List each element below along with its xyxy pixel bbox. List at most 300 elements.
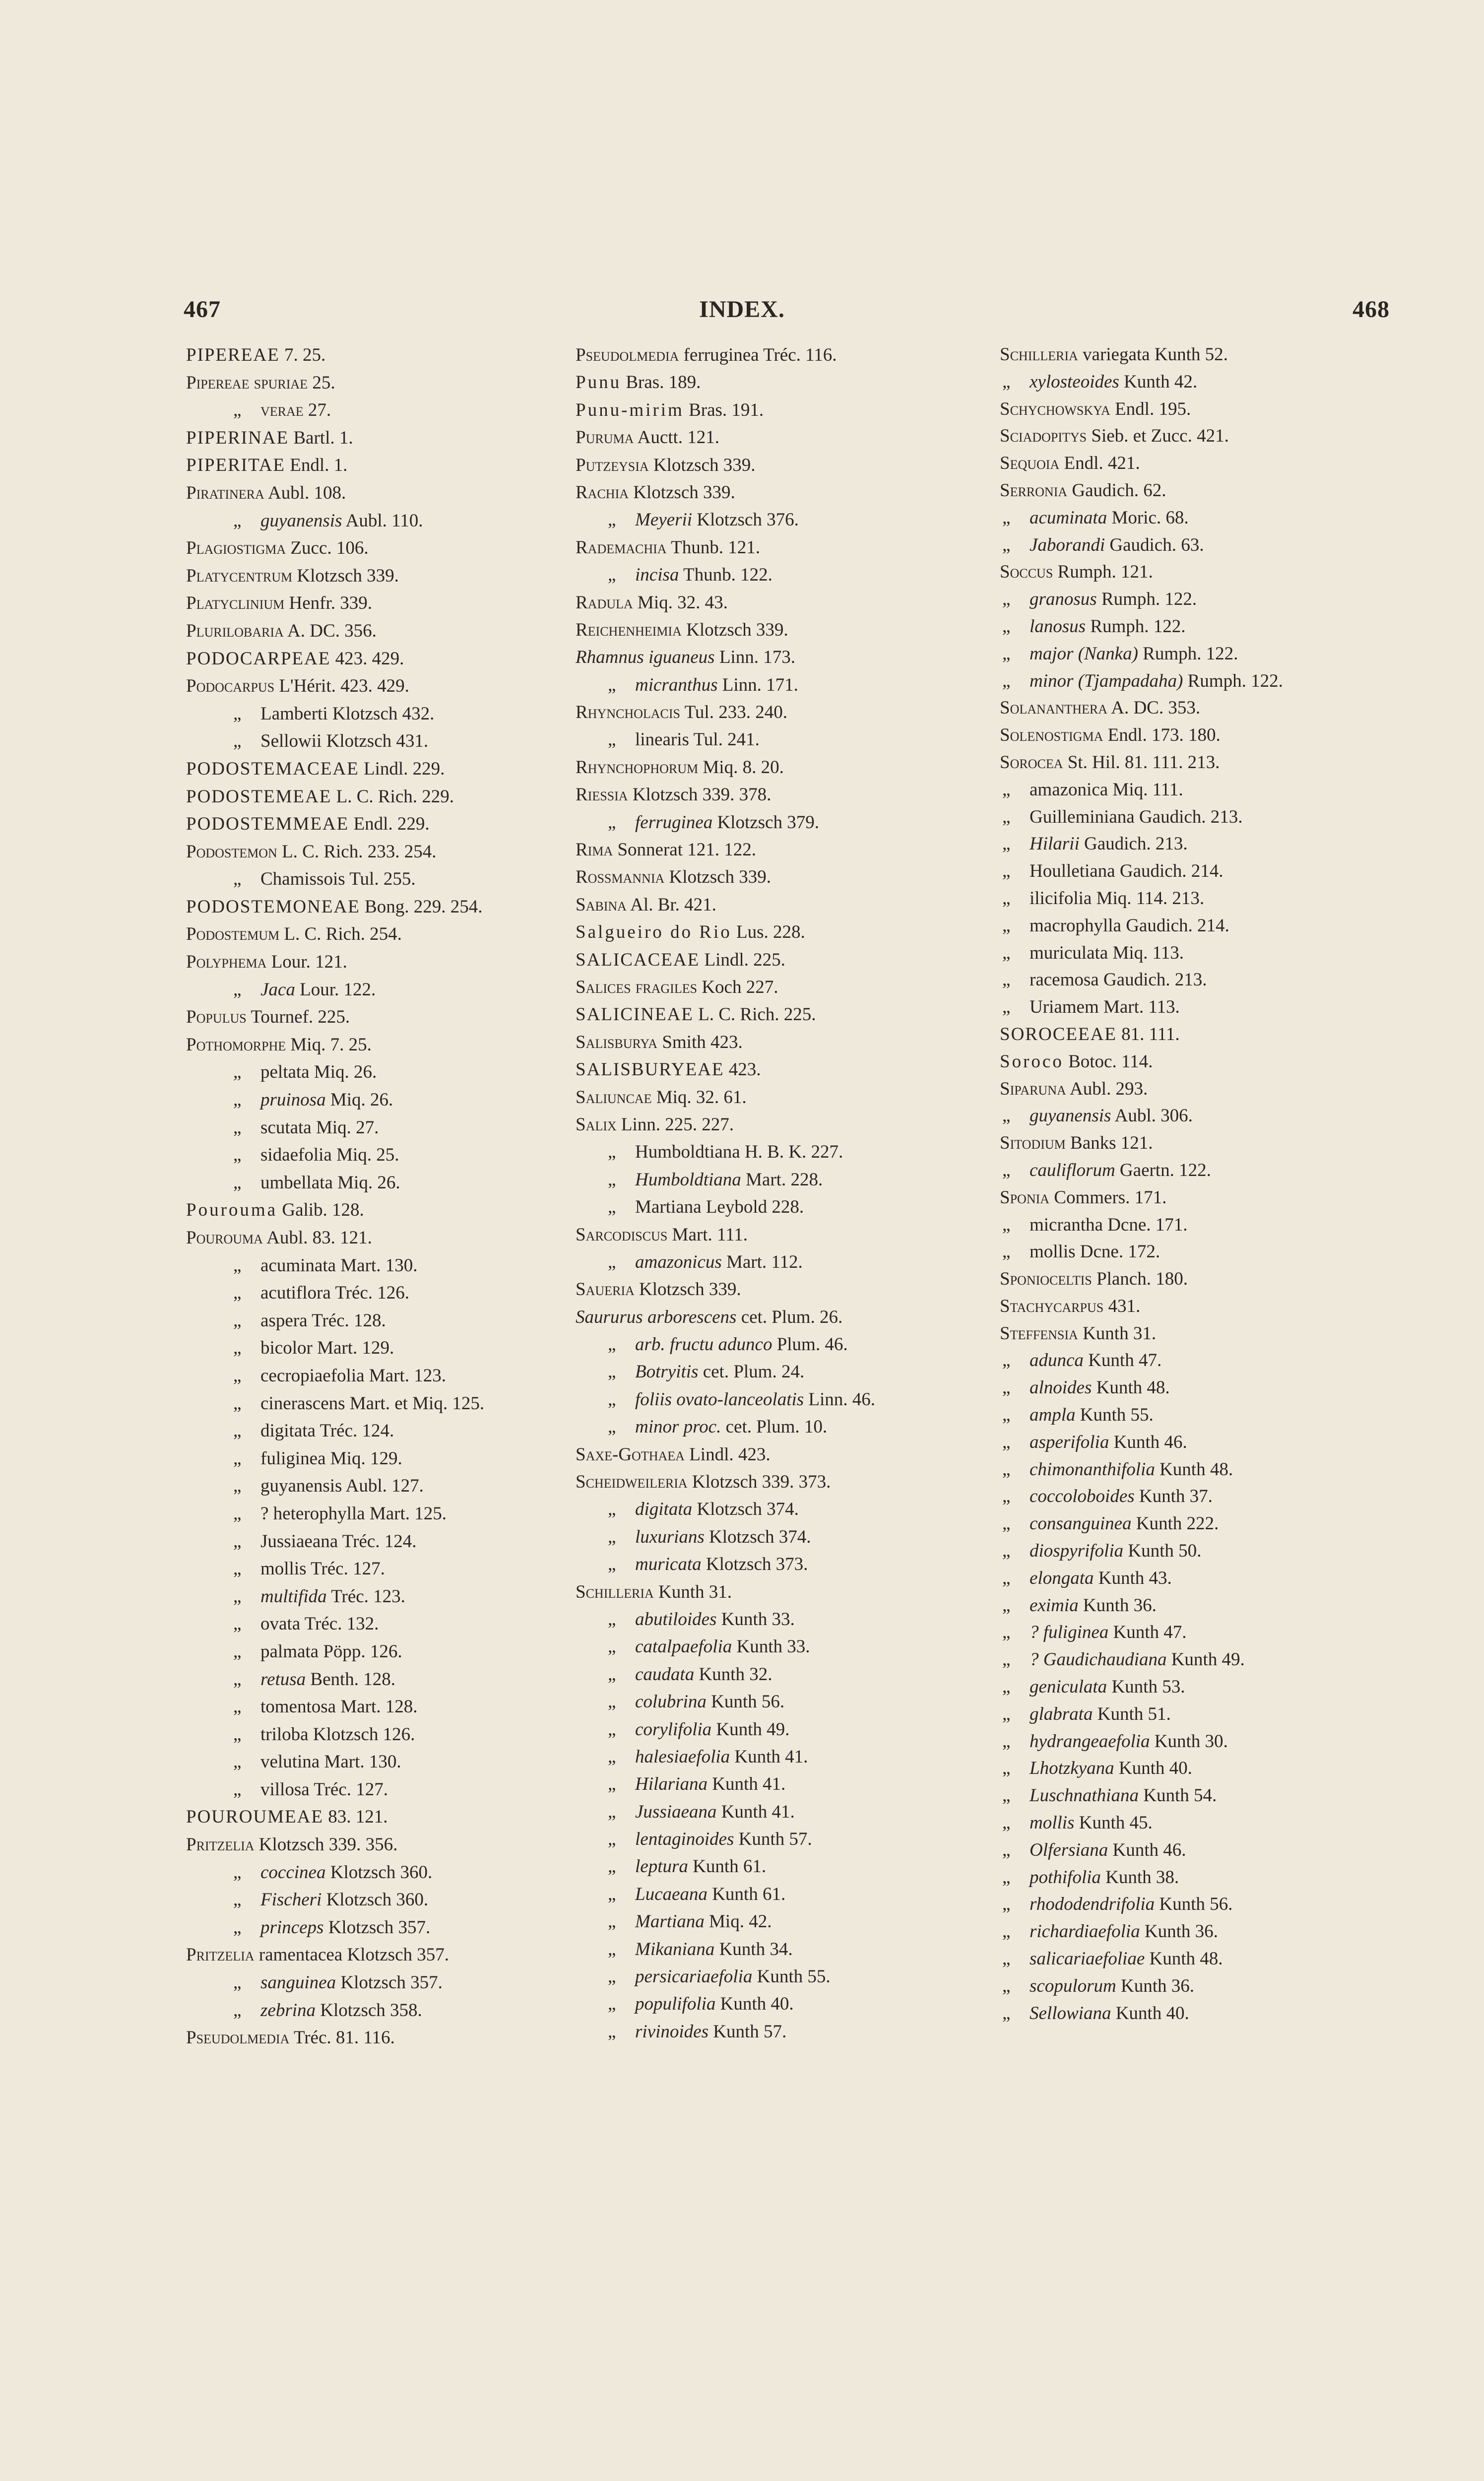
ditto-mark: „ bbox=[1002, 1459, 1011, 1480]
entry-name: Rademachia bbox=[576, 537, 667, 558]
entry-name: pruinosa bbox=[260, 1090, 326, 1110]
entry-name: Humboldtiana bbox=[635, 1169, 741, 1190]
entry-name: PIPEREAE bbox=[186, 345, 280, 365]
entry-name: chimonanthifolia bbox=[1030, 1459, 1155, 1480]
entry-name: amazonica bbox=[1030, 779, 1108, 800]
entry-name: guyanensis bbox=[260, 510, 342, 531]
entry-name: foliis ovato-lanceolatis bbox=[635, 1389, 804, 1410]
entry-reference: Miq. 32. 61. bbox=[656, 1087, 747, 1108]
ditto-mark: „ bbox=[608, 1994, 616, 2015]
entry-name: Houlletiana bbox=[1030, 861, 1115, 882]
index-entry bbox=[576, 1056, 987, 1083]
index-entry bbox=[1000, 831, 1446, 858]
entry-name: cecropiaefolia bbox=[260, 1365, 365, 1386]
index-entry bbox=[1000, 641, 1446, 668]
index-entry bbox=[1000, 341, 1446, 369]
ditto-mark: „ bbox=[233, 1972, 242, 1993]
index-entry bbox=[576, 1386, 987, 1413]
entry-name: Jussiaeana bbox=[260, 1531, 338, 1552]
index-entry bbox=[576, 369, 987, 396]
ditto-mark: „ bbox=[1002, 1106, 1011, 1126]
index-entry bbox=[576, 1990, 987, 2018]
index-entry bbox=[576, 1770, 987, 1798]
entry-reference: Gaudich. 213. bbox=[1084, 834, 1188, 854]
entry-reference: Kunth 40. bbox=[1118, 1758, 1192, 1779]
entry-name: Pritzelia bbox=[186, 1945, 255, 1965]
index-entry bbox=[1000, 1157, 1446, 1184]
index-entry bbox=[186, 1086, 573, 1114]
index-entry bbox=[576, 1166, 987, 1193]
entry-name: glabrata bbox=[1030, 1703, 1093, 1724]
index-entry bbox=[1000, 1483, 1446, 1510]
entry-reference: Bras. 191. bbox=[689, 399, 764, 420]
index-entry bbox=[576, 452, 987, 479]
entry-reference: Kunth 49. bbox=[1171, 1649, 1245, 1670]
entry-reference: Mart. 112. bbox=[726, 1251, 803, 1272]
index-entry bbox=[186, 1666, 573, 1694]
entry-name: Saliuncae bbox=[576, 1087, 652, 1108]
entry-reference: Tournef. 225. bbox=[251, 1007, 350, 1028]
index-entry bbox=[576, 918, 987, 946]
ditto-mark: „ bbox=[608, 1362, 616, 1382]
entry-reference: Mart. 130. bbox=[340, 1255, 418, 1276]
entry-reference: Aubl. 127. bbox=[345, 1476, 424, 1497]
entry-name: PODOCARPEAE bbox=[186, 648, 331, 669]
index-entry bbox=[1000, 1103, 1446, 1130]
entry-reference: Kunth 48. bbox=[1160, 1459, 1233, 1480]
ditto-mark: „ bbox=[233, 1145, 242, 1166]
ditto-mark: „ bbox=[1002, 1377, 1011, 1398]
entry-name: PODOSTEMACEAE bbox=[186, 758, 359, 779]
ditto-mark: „ bbox=[608, 1911, 616, 1932]
entry-name: rhododendrifolia bbox=[1030, 1894, 1155, 1915]
entry-name: Stachycarpus bbox=[1000, 1296, 1104, 1316]
entry-reference: Kunth 33. bbox=[736, 1636, 810, 1657]
entry-name: Pritzelia bbox=[186, 1834, 255, 1855]
ditto-mark: „ bbox=[1002, 970, 1011, 990]
entry-name: bicolor bbox=[260, 1338, 313, 1359]
entry-name: Platyclinium bbox=[186, 593, 285, 614]
ditto-mark: „ bbox=[233, 1476, 242, 1497]
index-entry bbox=[186, 1555, 573, 1583]
ditto-mark: „ bbox=[608, 1609, 616, 1630]
entry-reference: Kunth 38. bbox=[1105, 1867, 1179, 1888]
entry-reference: Benth. 128. bbox=[310, 1669, 396, 1690]
index-entry bbox=[186, 1445, 573, 1473]
index-entry bbox=[576, 1441, 987, 1468]
index-column-2 bbox=[576, 341, 987, 2045]
index-entry bbox=[1000, 1402, 1446, 1429]
index-entry bbox=[1000, 940, 1446, 967]
entry-name: umbellata bbox=[260, 1172, 333, 1193]
entry-reference: Bras. 189. bbox=[626, 372, 701, 393]
entry-reference: L. C. Rich. 229. bbox=[336, 786, 454, 807]
entry-reference: Sieb. et Zucc. 421. bbox=[1091, 426, 1229, 447]
entry-name: Scheidweileria bbox=[576, 1472, 688, 1493]
index-entry bbox=[1000, 1592, 1446, 1620]
entry-name: abutiloides bbox=[635, 1609, 717, 1630]
entry-name: Jussiaeana bbox=[635, 1801, 717, 1822]
entry-reference: Kunth 45. bbox=[1079, 1813, 1153, 1833]
entry-reference: 7. 25. bbox=[284, 345, 326, 365]
index-entry bbox=[186, 976, 573, 1004]
index-entry bbox=[1000, 1728, 1446, 1756]
entry-reference: St. Hil. 81. 111. 213. bbox=[1067, 752, 1220, 773]
entry-name: cinerascens bbox=[260, 1393, 345, 1414]
index-entry bbox=[576, 561, 987, 588]
entry-name: digitata bbox=[260, 1421, 316, 1441]
index-entry bbox=[186, 396, 573, 424]
entry-reference: Linn. 46. bbox=[808, 1389, 876, 1410]
entry-reference: Lindl. 225. bbox=[704, 949, 785, 970]
entry-name: digitata bbox=[635, 1499, 693, 1520]
entry-reference: Klotzsch 339. 378. bbox=[632, 784, 772, 805]
index-entry bbox=[576, 1716, 987, 1743]
ditto-mark: „ bbox=[608, 1856, 616, 1877]
entry-reference: Klotzsch 374. bbox=[697, 1499, 799, 1520]
entry-reference: Kunth 46. bbox=[1112, 1839, 1186, 1860]
entry-reference: 423. 429. bbox=[335, 648, 404, 669]
entry-name: Siparuna bbox=[1000, 1078, 1066, 1099]
ditto-mark: „ bbox=[233, 1917, 242, 1938]
index-entry bbox=[186, 700, 573, 728]
ditto-mark: „ bbox=[233, 1365, 242, 1386]
entry-reference: Kunth 46. bbox=[1113, 1432, 1187, 1452]
ditto-mark: „ bbox=[1002, 997, 1011, 1018]
entry-reference: 27. bbox=[308, 400, 331, 421]
index-entry bbox=[576, 1633, 987, 1660]
entry-name: caudata bbox=[635, 1664, 695, 1685]
entry-reference: 423. bbox=[728, 1059, 761, 1080]
entry-reference: Kunth 31. bbox=[1083, 1323, 1157, 1344]
index-entry bbox=[186, 1114, 573, 1142]
index-entry bbox=[576, 754, 987, 781]
index-entry bbox=[576, 836, 987, 863]
index-entry bbox=[576, 479, 987, 506]
entry-reference: Kunth 54. bbox=[1143, 1785, 1217, 1806]
entry-reference: Gaudich. 214. bbox=[1126, 915, 1229, 936]
index-entry bbox=[576, 1331, 987, 1358]
ditto-mark: „ bbox=[1002, 1541, 1011, 1562]
entry-reference: Lus. 228. bbox=[736, 922, 805, 943]
entry-name: eximia bbox=[1030, 1595, 1079, 1616]
entry-name: Hilarii bbox=[1030, 834, 1080, 854]
index-column-3 bbox=[1000, 341, 1446, 2027]
entry-reference: Al. Br. 421. bbox=[630, 894, 716, 915]
entry-name: princeps bbox=[260, 1917, 324, 1938]
entry-name: Polyphema bbox=[186, 952, 267, 973]
entry-reference: Kunth 56. bbox=[1159, 1894, 1233, 1915]
entry-name: ? Gaudichaudiana bbox=[1030, 1649, 1167, 1670]
ditto-mark: „ bbox=[233, 510, 242, 531]
entry-reference: 81. 111. bbox=[1121, 1024, 1180, 1045]
index-entry bbox=[576, 1798, 987, 1826]
entry-name: Platycentrum bbox=[186, 565, 293, 586]
entry-name: Schilleria bbox=[576, 1581, 654, 1602]
index-entry bbox=[576, 1276, 987, 1303]
ditto-mark: „ bbox=[1002, 1731, 1011, 1752]
entry-reference: Banks 121. bbox=[1070, 1133, 1153, 1154]
entry-reference: Kunth 34. bbox=[719, 1939, 793, 1959]
index-entry bbox=[576, 1551, 987, 1578]
ditto-mark: „ bbox=[233, 869, 242, 890]
index-entry bbox=[186, 865, 573, 893]
index-entry bbox=[1000, 613, 1446, 641]
entry-reference: Tul. 255. bbox=[349, 869, 416, 890]
entry-reference: Kunth 61. bbox=[693, 1856, 767, 1877]
entry-reference: Klotzsch 360. bbox=[330, 1862, 433, 1883]
entry-name: Sellowii bbox=[260, 731, 322, 752]
entry-name: PIPERINAE bbox=[186, 427, 289, 448]
index-entry bbox=[1000, 396, 1446, 423]
ditto-mark: „ bbox=[233, 1752, 242, 1772]
index-entry bbox=[186, 589, 573, 617]
entry-reference: Miq. 32. 43. bbox=[637, 592, 728, 613]
entry-name: aspera bbox=[260, 1310, 308, 1331]
entry-name: Punu bbox=[576, 372, 622, 393]
ditto-mark: „ bbox=[233, 1421, 242, 1441]
entry-name: velutina bbox=[260, 1752, 320, 1772]
index-entry bbox=[186, 424, 573, 452]
ditto-mark: „ bbox=[1002, 1241, 1011, 1262]
entry-name: Pourouma bbox=[186, 1200, 278, 1221]
ditto-mark: „ bbox=[1002, 1758, 1011, 1779]
index-entry bbox=[576, 2018, 987, 2045]
entry-name: catalpaefolia bbox=[635, 1636, 732, 1657]
ditto-mark: „ bbox=[233, 1503, 242, 1524]
entry-name: Rima bbox=[576, 840, 613, 860]
index-entry bbox=[576, 974, 987, 1001]
entry-reference: Commers. 171. bbox=[1054, 1187, 1167, 1208]
entry-reference: Thunb. 121. bbox=[671, 537, 761, 558]
entry-name: scopulorum bbox=[1030, 1975, 1116, 1996]
entry-reference: Tul. 241. bbox=[693, 729, 760, 750]
index-entry bbox=[576, 891, 987, 918]
entry-reference: Lour. 122. bbox=[300, 979, 376, 1000]
entry-name: Plurilobaria bbox=[186, 620, 284, 641]
entry-name: Punu-mirim bbox=[576, 399, 684, 420]
index-entry bbox=[1000, 1456, 1446, 1484]
entry-reference: Kunth 56. bbox=[711, 1692, 785, 1712]
entry-name: ? fuliginea bbox=[1030, 1622, 1109, 1643]
entry-name: acutiflora bbox=[260, 1283, 331, 1304]
entry-reference: Kunth 32. bbox=[699, 1664, 773, 1685]
ditto-mark: „ bbox=[608, 1334, 616, 1355]
entry-name: Rhyncholacis bbox=[576, 702, 681, 723]
ditto-mark: „ bbox=[1002, 1350, 1011, 1371]
entry-reference: Klotzsch 376. bbox=[697, 510, 799, 530]
ditto-mark: „ bbox=[1002, 1949, 1011, 1969]
ditto-mark: „ bbox=[1002, 1622, 1011, 1643]
index-entry bbox=[1000, 505, 1446, 532]
index-entry bbox=[186, 1279, 573, 1307]
index-entry bbox=[186, 507, 573, 535]
entry-name: Luschnathiana bbox=[1030, 1785, 1139, 1806]
entry-reference: Mart. 130. bbox=[324, 1752, 401, 1772]
entry-name: lanosus bbox=[1030, 616, 1086, 637]
entry-reference: Mart. 111. bbox=[672, 1224, 748, 1245]
entry-reference: Dcne. 171. bbox=[1107, 1214, 1188, 1235]
entry-reference: Kunth 43. bbox=[1098, 1567, 1172, 1588]
entry-name: coccoloboides bbox=[1030, 1486, 1135, 1507]
entry-reference: Kunth 37. bbox=[1139, 1486, 1213, 1507]
entry-reference: Miq. 111. bbox=[1112, 779, 1183, 800]
entry-name: rivinoides bbox=[635, 2021, 709, 2042]
ditto-mark: „ bbox=[233, 1890, 242, 1910]
ditto-mark: „ bbox=[608, 1389, 616, 1410]
ditto-mark: „ bbox=[233, 1531, 242, 1552]
entry-name: asperifolia bbox=[1030, 1432, 1109, 1452]
entry-reference: Miq. 8. 20. bbox=[703, 757, 784, 778]
index-entry bbox=[576, 1523, 987, 1551]
entry-name: ovata bbox=[260, 1614, 301, 1634]
entry-name: Jaca bbox=[260, 979, 295, 1000]
ditto-mark: „ bbox=[1002, 1703, 1011, 1724]
index-entry bbox=[186, 1224, 573, 1252]
page-title: INDEX. bbox=[699, 296, 785, 323]
entry-name: Podocarpus bbox=[186, 676, 275, 697]
entry-reference: Gaudich. 213. bbox=[1139, 806, 1243, 827]
entry-reference: Klotzsch 126. bbox=[313, 1724, 415, 1745]
index-entry bbox=[1000, 722, 1446, 749]
index-entry bbox=[186, 1748, 573, 1776]
entry-reference: Gaudich. 62. bbox=[1072, 480, 1166, 501]
entry-reference: Miq. 129. bbox=[330, 1448, 402, 1469]
entry-name: Radula bbox=[576, 592, 633, 613]
entry-name: Soccus bbox=[1000, 562, 1053, 583]
entry-name: Sitodium bbox=[1000, 1133, 1066, 1154]
entry-reference: A. DC. 356. bbox=[287, 620, 377, 641]
index-entry bbox=[1000, 913, 1446, 940]
entry-reference: Thunb. 122. bbox=[683, 565, 773, 586]
entry-name: SOROCEEAE bbox=[1000, 1024, 1117, 1045]
entry-reference: Kunth 50. bbox=[1128, 1541, 1202, 1562]
index-entry bbox=[1000, 1918, 1446, 1946]
index-entry bbox=[186, 645, 573, 673]
entry-reference: L. C. Rich. 254. bbox=[284, 924, 402, 945]
index-entry bbox=[186, 369, 573, 397]
entry-reference: Kunth 55. bbox=[1080, 1405, 1154, 1426]
entry-name: racemosa bbox=[1030, 970, 1099, 990]
entry-name: Solananthera bbox=[1000, 698, 1107, 718]
index-entry bbox=[576, 1606, 987, 1633]
entry-name: Rachia bbox=[576, 482, 629, 503]
entry-reference: Klotzsch 339. bbox=[297, 565, 399, 586]
entry-name: triloba bbox=[260, 1724, 309, 1745]
index-entry bbox=[576, 1111, 987, 1138]
entry-reference: Miq. 114. 213. bbox=[1096, 888, 1205, 909]
entry-reference: Kunth 30. bbox=[1154, 1731, 1228, 1752]
index-entry bbox=[186, 893, 573, 921]
entry-name: fuliginea bbox=[260, 1448, 326, 1469]
entry-reference: Mart. 129. bbox=[317, 1338, 394, 1359]
ditto-mark: „ bbox=[1002, 1405, 1011, 1426]
entry-reference: Klotzsch 431. bbox=[326, 731, 429, 752]
entry-name: ? heterophylla bbox=[260, 1503, 365, 1524]
ditto-mark: „ bbox=[233, 1283, 242, 1304]
entry-reference: Miq. 42. bbox=[709, 1911, 772, 1932]
index-entry bbox=[186, 1003, 573, 1031]
index-entry bbox=[576, 726, 987, 753]
index-entry bbox=[186, 1831, 573, 1859]
ditto-mark: „ bbox=[1002, 534, 1011, 555]
entry-name: amazonicus bbox=[635, 1251, 722, 1272]
entry-name: Rhamnus iguaneus bbox=[576, 647, 715, 668]
entry-name: salicariaefoliae bbox=[1030, 1949, 1145, 1969]
entry-name: xylosteoides bbox=[1030, 371, 1119, 392]
entry-name: SALISBURYEAE bbox=[576, 1059, 724, 1080]
entry-name: palmata bbox=[260, 1641, 319, 1662]
index-entry bbox=[186, 1528, 573, 1556]
entry-name: major (Nanka) bbox=[1030, 643, 1138, 664]
entry-name: PODOSTEMMEAE bbox=[186, 814, 349, 835]
index-entry bbox=[186, 838, 573, 866]
index-entry bbox=[1000, 369, 1446, 396]
index-entry bbox=[576, 863, 987, 891]
index-entry bbox=[1000, 1864, 1446, 1892]
index-entry bbox=[186, 1307, 573, 1335]
index-entry bbox=[1000, 1674, 1446, 1701]
index-entry bbox=[186, 1583, 573, 1611]
index-entry bbox=[186, 534, 573, 562]
ditto-mark: „ bbox=[608, 1636, 616, 1657]
entry-reference: Botoc. 114. bbox=[1068, 1051, 1153, 1072]
entry-name: verae bbox=[260, 400, 304, 421]
entry-name: populifolia bbox=[635, 1994, 716, 2015]
entry-reference: Miq. 27. bbox=[316, 1117, 379, 1138]
entry-reference: Kunth 61. bbox=[712, 1884, 786, 1904]
index-entry bbox=[1000, 1076, 1446, 1103]
entry-reference: Endl. 229. bbox=[353, 814, 430, 835]
entry-name: Putzeysia bbox=[576, 455, 649, 475]
ditto-mark: „ bbox=[608, 1169, 616, 1190]
entry-name: leptura bbox=[635, 1856, 688, 1877]
entry-reference: Tréc. 124. bbox=[342, 1531, 417, 1552]
entry-name: PODOSTEMONEAE bbox=[186, 896, 360, 917]
entry-reference: Rumph. 121. bbox=[1057, 562, 1153, 583]
index-entry bbox=[576, 1304, 987, 1331]
ditto-mark: „ bbox=[233, 1614, 242, 1634]
index-entry bbox=[576, 946, 987, 974]
entry-name: Saururus arborescens bbox=[576, 1306, 737, 1327]
index-entry bbox=[576, 1138, 987, 1166]
entry-reference: Mart. 125. bbox=[369, 1503, 447, 1524]
ditto-mark: „ bbox=[608, 510, 616, 530]
entry-reference: Kunth 42. bbox=[1124, 371, 1198, 392]
index-entry bbox=[186, 1334, 573, 1362]
index-entry bbox=[1000, 1946, 1446, 1973]
entry-name: Salgueiro do Rio bbox=[576, 922, 732, 943]
entry-name: elongata bbox=[1030, 1567, 1094, 1588]
index-entry bbox=[1000, 1973, 1446, 2000]
ditto-mark: „ bbox=[1002, 670, 1011, 691]
index-entry bbox=[1000, 1293, 1446, 1320]
entry-reference: Kunth 48. bbox=[1096, 1377, 1170, 1398]
index-entry bbox=[1000, 749, 1446, 777]
index-entry bbox=[1000, 1130, 1446, 1157]
entry-name: Reichenheimia bbox=[576, 619, 682, 640]
entry-reference: Linn. 173. bbox=[719, 647, 795, 668]
index-entry bbox=[1000, 1266, 1446, 1293]
index-entry bbox=[576, 1578, 987, 1606]
entry-name: diospyrifolia bbox=[1030, 1541, 1124, 1562]
entry-name: Salix bbox=[576, 1114, 617, 1135]
ditto-mark: „ bbox=[608, 1801, 616, 1822]
index-entry bbox=[1000, 1048, 1446, 1076]
entry-name: halesiaefolia bbox=[635, 1746, 730, 1767]
ditto-mark: „ bbox=[608, 1417, 616, 1437]
entry-name: coccinea bbox=[260, 1862, 326, 1883]
